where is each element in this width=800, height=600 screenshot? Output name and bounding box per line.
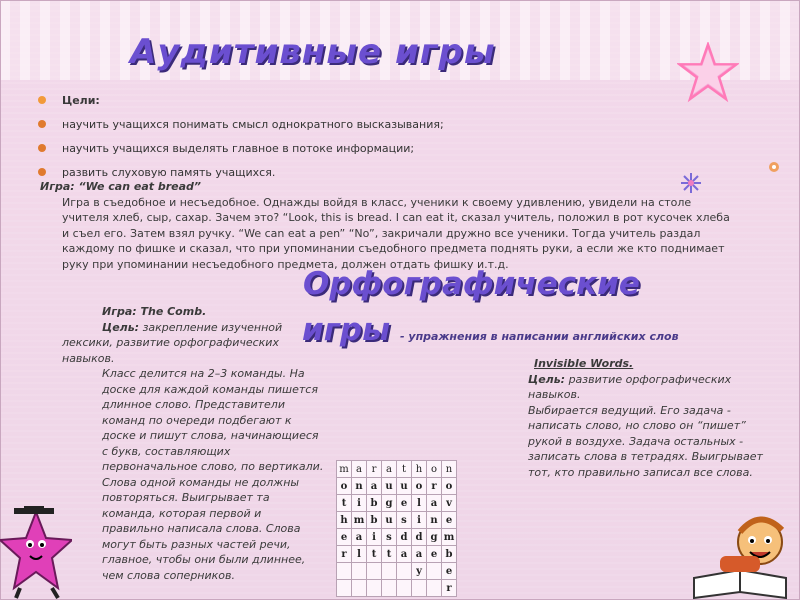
section-title-line2: игры xyxy=(302,312,391,348)
goal-text: развить слуховую память учащихся. xyxy=(62,165,276,179)
grid-cell: h xyxy=(412,461,427,478)
section-tagline: - упражнения в написании английских слов xyxy=(400,330,679,343)
grid-cell: g xyxy=(427,529,442,546)
list-item xyxy=(38,136,598,160)
goal-label: Цель: xyxy=(528,372,566,386)
grid-cell xyxy=(337,580,352,597)
goal-text: научить учащихся выделять главное в потоке информации; xyxy=(62,141,415,155)
grid-cell xyxy=(367,580,382,597)
game-bread-heading: Игра: “We can eat bread” xyxy=(40,180,201,193)
grid-cell: i xyxy=(412,512,427,529)
game-bread-section xyxy=(40,179,730,272)
page-title: Аудитивные игры xyxy=(130,32,496,72)
grid-cell: r xyxy=(337,546,352,563)
grid-cell xyxy=(337,563,352,580)
grid-cell: r xyxy=(427,478,442,495)
bullet-icon xyxy=(38,144,46,152)
grid-cell: b xyxy=(442,546,457,563)
game-comb-title: Игра: The Comb. xyxy=(102,305,207,318)
grid-cell: a xyxy=(412,546,427,563)
grid-cell: a xyxy=(352,461,367,478)
grid-row xyxy=(337,529,457,546)
grid-cell: n xyxy=(427,512,442,529)
grid-cell: m xyxy=(352,512,367,529)
game-invisible-title: Invisible Words. xyxy=(534,357,634,370)
goals-heading: Цели: xyxy=(62,93,100,107)
grid-cell: d xyxy=(412,529,427,546)
grid-cell: a xyxy=(427,495,442,512)
grid-cell: o xyxy=(412,478,427,495)
grid-row xyxy=(337,495,457,512)
game-comb-label xyxy=(62,304,324,320)
grid-cell: g xyxy=(382,495,397,512)
grid-cell xyxy=(412,580,427,597)
grid-cell: b xyxy=(367,512,382,529)
grid-cell: n xyxy=(352,478,367,495)
grid-cell xyxy=(352,563,367,580)
grid-cell: e xyxy=(442,563,457,580)
goal-label: Цель: xyxy=(102,320,140,334)
grid-row xyxy=(337,478,457,495)
grid-cell: v xyxy=(442,495,457,512)
section-title: Орфографические xyxy=(303,266,640,302)
grid-cell: t xyxy=(337,495,352,512)
grid-row xyxy=(337,546,457,563)
grid-cell: o xyxy=(337,478,352,495)
goal-text: развитие орфографических навыков. xyxy=(528,372,732,401)
list-item xyxy=(38,112,598,136)
grid-cell: o xyxy=(427,461,442,478)
grid-cell: r xyxy=(367,461,382,478)
grid-cell: m xyxy=(442,529,457,546)
bullet-icon xyxy=(38,168,46,176)
tiny-flower-icon xyxy=(767,160,781,174)
grid-cell xyxy=(427,580,442,597)
grid-cell: u xyxy=(382,512,397,529)
grid-row xyxy=(337,563,457,580)
list-item xyxy=(38,88,598,112)
game-comb-goal xyxy=(62,321,139,334)
grid-cell xyxy=(382,563,397,580)
grid-cell: m xyxy=(337,461,352,478)
reading-character-icon xyxy=(690,512,800,600)
grid-cell xyxy=(367,563,382,580)
star-character-icon xyxy=(0,506,72,600)
grid-row xyxy=(337,512,457,529)
grid-cell: e xyxy=(337,529,352,546)
grid-cell: y xyxy=(412,563,427,580)
grid-cell: t xyxy=(382,546,397,563)
grid-cell xyxy=(397,563,412,580)
game-invisible-section xyxy=(528,356,768,480)
grid-cell: e xyxy=(397,495,412,512)
bullet-icon xyxy=(38,96,46,104)
goals-list xyxy=(38,88,598,184)
grid-cell xyxy=(382,580,397,597)
goal-text: научить учащихся понимать смысл однократного высказывания; xyxy=(62,117,444,131)
grid-cell: t xyxy=(367,546,382,563)
grid-cell: t xyxy=(397,461,412,478)
grid-cell: u xyxy=(382,478,397,495)
grid-cell: h xyxy=(337,512,352,529)
game-invisible-goal xyxy=(528,372,768,403)
grid-cell: a xyxy=(367,478,382,495)
bullet-icon xyxy=(38,120,46,128)
game-comb-section xyxy=(62,304,324,583)
grid-cell: d xyxy=(397,529,412,546)
grid-cell: e xyxy=(442,512,457,529)
game-comb-body: Класс делится на 2–3 команды. На доске для каждой команды пишется длинное слово. Представители команд по очереди подбегают к доске и пишут слова, начинающиеся с букв, составляющих первоначальное слово, по вертикали. Слова одной команды не должны повторяться. Выигрывает та команда, которая первой и правильно написала слова. Слова могут быть разных частей речи, главное, чтобы они были длиннее, чем слова соперников. xyxy=(102,367,324,582)
grid-cell: u xyxy=(397,478,412,495)
grid-cell xyxy=(397,580,412,597)
grid-cell: r xyxy=(442,580,457,597)
grid-cell: a xyxy=(352,529,367,546)
grid-row xyxy=(337,580,457,597)
grid-cell xyxy=(352,580,367,597)
grid-cell: e xyxy=(427,546,442,563)
game-invisible-body: Выбирается ведущий. Его задача - написать слово, но слово он “пишет” рукой в воздухе. Задача остальных - записать слова в тетрадях. Выигрывает тот, кто правильно записал все слова. xyxy=(528,403,763,479)
grid-cell: b xyxy=(367,495,382,512)
grid-cell: a xyxy=(397,546,412,563)
grid-cell: a xyxy=(382,461,397,478)
grid-cell: i xyxy=(352,495,367,512)
grid-cell: n xyxy=(442,461,457,478)
grid-cell: o xyxy=(442,478,457,495)
game-bread-text: Игра в съедобное и несъедобное. Однажды войдя в класс, ученики к своему удивлению, увидели на столе учителя хлеб, сыр, сахар. Зачем это? “Look, this is bread. I can eat it, сказал учитель, положил в рот кусочек хлеба и съел его. Затем взял ручку. “We can eat a pen” “No”, закричали дружно все ученики. Тогда учитель раздал каждому по фишке и сказал, что при упоминании съедобного предмета поднять руки, а если же кто поднимает руку при упоминании несъедобного предмета, должен отдать фишку и.т.д. xyxy=(62,195,730,271)
grid-cell: s xyxy=(382,529,397,546)
grid-cell xyxy=(427,563,442,580)
grid-cell: l xyxy=(352,546,367,563)
grid-row xyxy=(337,461,457,478)
goal-text: закрепление изученной лексики, развитие орфографических навыков. xyxy=(62,320,283,365)
grid-cell: l xyxy=(412,495,427,512)
star-icon xyxy=(677,42,739,104)
comb-grid xyxy=(336,460,457,597)
grid-cell: i xyxy=(367,529,382,546)
grid-cell: s xyxy=(397,512,412,529)
